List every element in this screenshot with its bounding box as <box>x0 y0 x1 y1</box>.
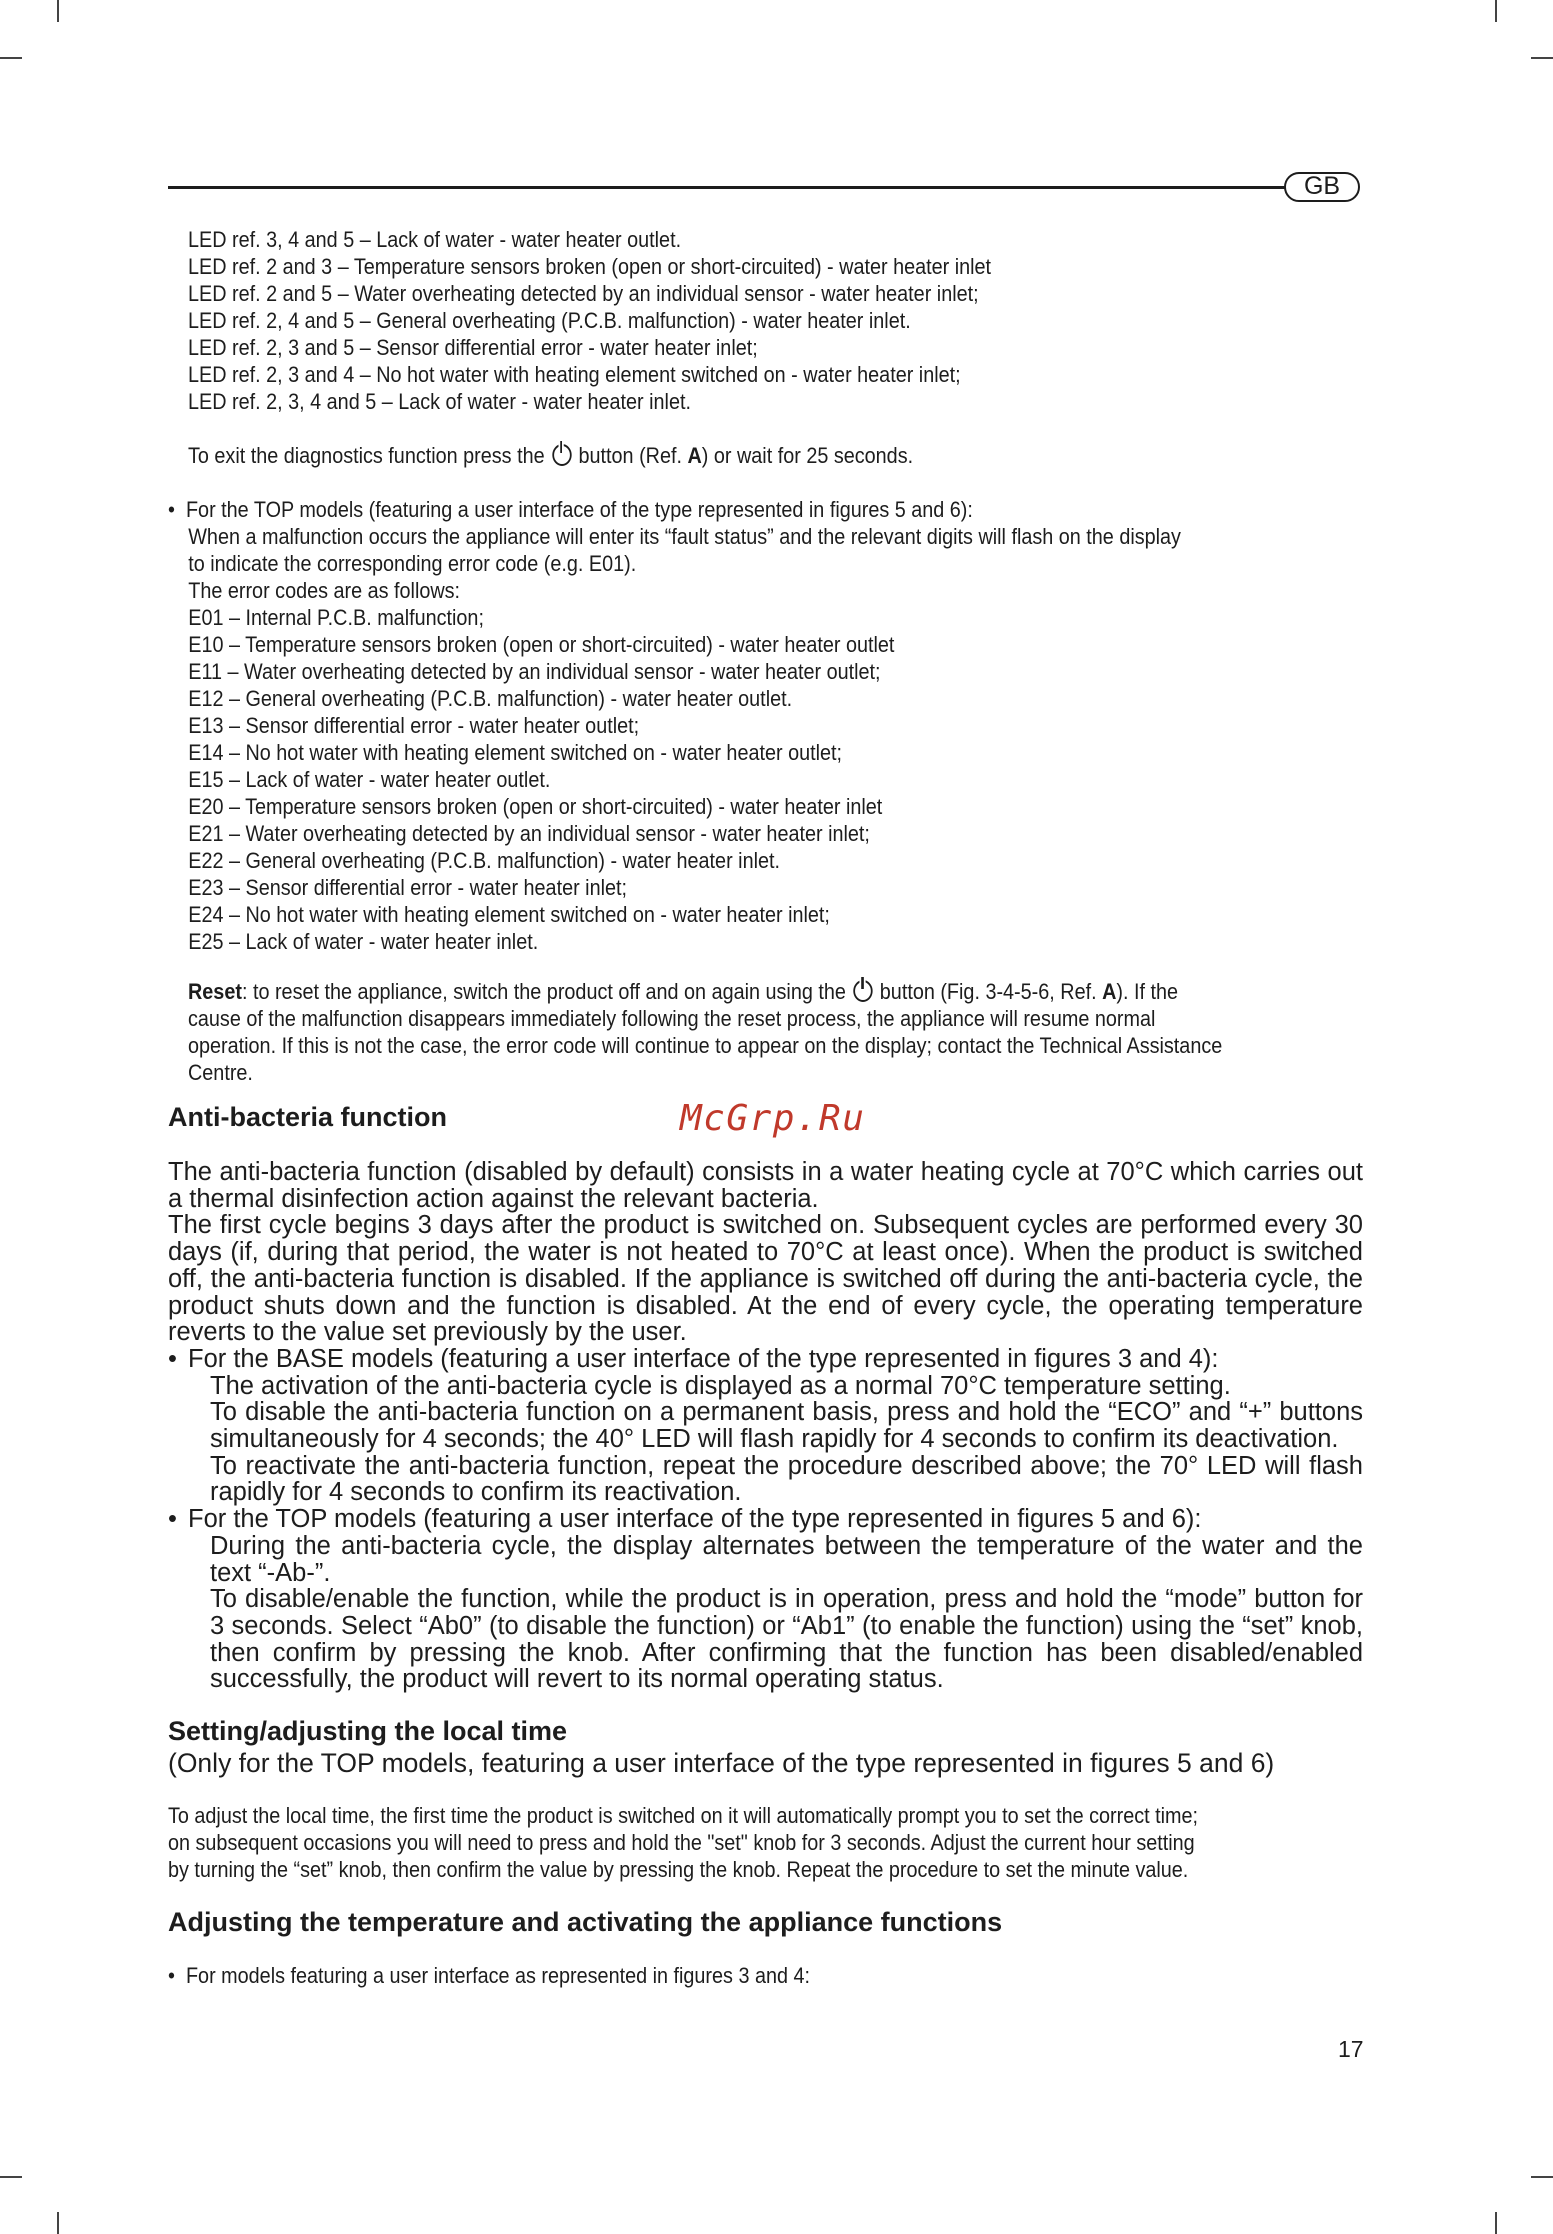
reset-text: button (Fig. 3-4-5-6, Ref. <box>879 979 1097 1004</box>
error-code: E10 – Temperature sensors broken (open or short-circuited) - water heater outlet <box>188 632 895 657</box>
power-icon <box>552 444 571 466</box>
led-item: LED ref. 2, 3 and 5 – Sensor differential error - water heater inlet; <box>188 335 758 360</box>
temperature-title: Adjusting the temperature and activating the appliance functions <box>168 1907 1003 1937</box>
led-item: LED ref. 2, 3 and 4 – No hot water with heating element switched on - water heater inlet; <box>188 362 961 387</box>
error-code: E23 – Sensor differential error - water heater inlet; <box>188 875 628 900</box>
crop-mark <box>1531 57 1553 59</box>
error-code: E01 – Internal P.C.B. malfunction; <box>188 605 484 630</box>
error-code: E11 – Water overheating detected by an individual sensor - water heater outlet; <box>188 659 881 684</box>
temperature-bullet <box>168 1962 1343 1989</box>
crop-mark <box>1495 0 1497 22</box>
error-code: E21 – Water overheating detected by an individual sensor - water heater inlet; <box>188 821 870 846</box>
ref-letter: A <box>1102 979 1117 1004</box>
error-code: E22 – General overheating (P.C.B. malfunction) - water heater inlet. <box>188 848 780 873</box>
anti-bacteria-title: Anti-bacteria function <box>168 1102 448 1132</box>
error-code: E13 – Sensor differential error - water heater outlet; <box>188 713 640 738</box>
crop-mark <box>0 2176 22 2178</box>
watermark: McGrp.Ru <box>680 1098 866 1139</box>
anti-bacteria-paragraph: The anti-bacteria function (disabled by default) consists in a water heating cycle at 70°C which carries out a thermal disinfection action against the relevant bacteria. <box>168 1158 1363 1213</box>
base-models-text: The activation of the anti-bacteria cycle is displayed as a normal 70°C temperature setting. <box>210 1371 1231 1400</box>
diagnostics-text: button (Ref. <box>578 443 682 468</box>
bullet: • <box>168 1344 177 1373</box>
base-models-text: To disable the anti-bacteria function on a permanent basis, press and hold the “ECO” and “+” buttons simultaneously for 4 seconds; the 40° LED will flash rapidly for 4 seconds to confirm its deactivation. <box>210 1398 1363 1454</box>
language-badge: GB <box>1284 172 1360 202</box>
top-models-line: to indicate the corresponding error code (e.g. E01). <box>188 551 637 576</box>
error-code: E20 – Temperature sensors broken (open or short-circuited) - water heater inlet <box>188 794 883 819</box>
bullet: • <box>168 497 175 522</box>
anti-bacteria-body <box>168 1159 1363 1693</box>
reset-text: : to reset the appliance, switch the product off and on again using the <box>241 979 846 1004</box>
local-time-body <box>168 1802 1365 1883</box>
diagnostics-exit <box>188 442 1363 469</box>
top-models-line: When a malfunction occurs the appliance will enter its “fault status” and the relevant digits will flash on the display <box>188 524 1181 549</box>
crop-mark <box>57 0 59 22</box>
power-icon <box>853 980 872 1002</box>
crop-mark <box>0 57 22 59</box>
crop-mark <box>57 2212 59 2234</box>
reset-section <box>188 978 1363 1086</box>
bullet: • <box>168 1963 175 1988</box>
crop-mark <box>1531 2176 1553 2178</box>
anti-bacteria-paragraph: The first cycle begins 3 days after the product is switched on. Subsequent cycles are performed every 30 days (if, during that period, the water is not heated to 70°C at least once). When the product is switched off, the anti-bacteria function is disabled. If the appliance is switched off during the anti-bacteria cycle, the product shuts down and the function is disabled. At the end of every cycle, the operating temperature reverts to the value set previously by the user. <box>168 1211 1363 1347</box>
header-rule <box>168 186 1288 189</box>
temperature-bullet-text: For models featuring a user interface as represented in figures 3 and 4: <box>185 1963 811 1988</box>
local-time-title: Setting/adjusting the local time <box>168 1716 568 1746</box>
error-code: E15 – Lack of water - water heater outlet. <box>188 767 551 792</box>
top-models-text: During the anti-bacteria cycle, the display alternates between the temperature of the water and the text “-Ab-”. <box>210 1531 1363 1587</box>
top-models-intro: For the TOP models (featuring a user interface of the type represented in figures 5 and 6): <box>185 497 973 522</box>
bullet: • <box>168 1505 177 1534</box>
error-code: E24 – No hot water with heating element switched on - water heater inlet; <box>188 902 830 927</box>
led-item: LED ref. 2 and 5 – Water overheating detected by an individual sensor - water heater inlet; <box>188 281 979 306</box>
led-item: LED ref. 3, 4 and 5 – Lack of water - water heater outlet. <box>188 227 682 252</box>
error-codes-title: The error codes are as follows: <box>188 578 461 603</box>
led-item: LED ref. 2, 4 and 5 – General overheating (P.C.B. malfunction) - water heater inlet. <box>188 308 911 333</box>
error-code: E12 – General overheating (P.C.B. malfunction) - water heater outlet. <box>188 686 793 711</box>
reset-text: operation. If this is not the case, the error code will continue to appear on the display; contact the Technical Assistance <box>188 1033 1223 1058</box>
top-models-section <box>168 496 1343 955</box>
led-item: LED ref. 2, 3, 4 and 5 – Lack of water - water heater inlet. <box>188 389 691 414</box>
top-models-text: To disable/enable the function, while the product is in operation, press and hold the “mode” button for 3 seconds. Select “Ab0” (to disable the function) or “Ab1” (to enable the function) using the “set” knob, then confirm by pressing the knob. After confirming that the function has been disabled/enabled successfully, the product will revert to its normal operating status. <box>210 1585 1363 1694</box>
error-code: E25 – Lack of water - water heater inlet. <box>188 929 539 954</box>
page-number: 17 <box>1338 2036 1364 2062</box>
local-time-text: To adjust the local time, the first time the product is switched on it will automatically prompt you to set the correct time; <box>168 1803 1199 1828</box>
local-time-text: by turning the “set” knob, then confirm the value by pressing the knob. Repeat the procedure to set the minute value. <box>168 1857 1189 1882</box>
ref-letter: A <box>687 443 702 468</box>
reset-text: ). If the <box>1116 979 1179 1004</box>
local-time-subtitle: (Only for the TOP models, featuring a user interface of the type represented in figures 5 and 6) <box>168 1748 1275 1778</box>
reset-text: Centre. <box>188 1060 253 1085</box>
led-item: LED ref. 2 and 3 – Temperature sensors broken (open or short-circuited) - water heater inlet <box>188 254 992 279</box>
reset-label: Reset <box>188 979 242 1004</box>
base-models-intro: For the BASE models (featuring a user interface of the type represented in figures 3 and 4): <box>188 1344 1219 1373</box>
error-code: E14 – No hot water with heating element switched on - water heater outlet; <box>188 740 843 765</box>
led-list <box>188 226 1363 415</box>
local-time-text: on subsequent occasions you will need to press and hold the "set" knob for 3 seconds. Adjust the current hour setting <box>168 1830 1195 1855</box>
base-models-text: To reactivate the anti-bacteria function, repeat the procedure described above; the 70° LED will flash rapidly for 4 seconds to confirm its reactivation. <box>210 1451 1363 1507</box>
diagnostics-text: To exit the diagnostics function press the <box>188 443 545 468</box>
reset-text: cause of the malfunction disappears immediately following the reset process, the appliance will resume normal <box>188 1006 1156 1031</box>
diagnostics-text: ) or wait for 25 seconds. <box>701 443 914 468</box>
crop-mark <box>1495 2212 1497 2234</box>
top-models-intro: For the TOP models (featuring a user interface of the type represented in figures 5 and 6): <box>188 1505 1202 1534</box>
